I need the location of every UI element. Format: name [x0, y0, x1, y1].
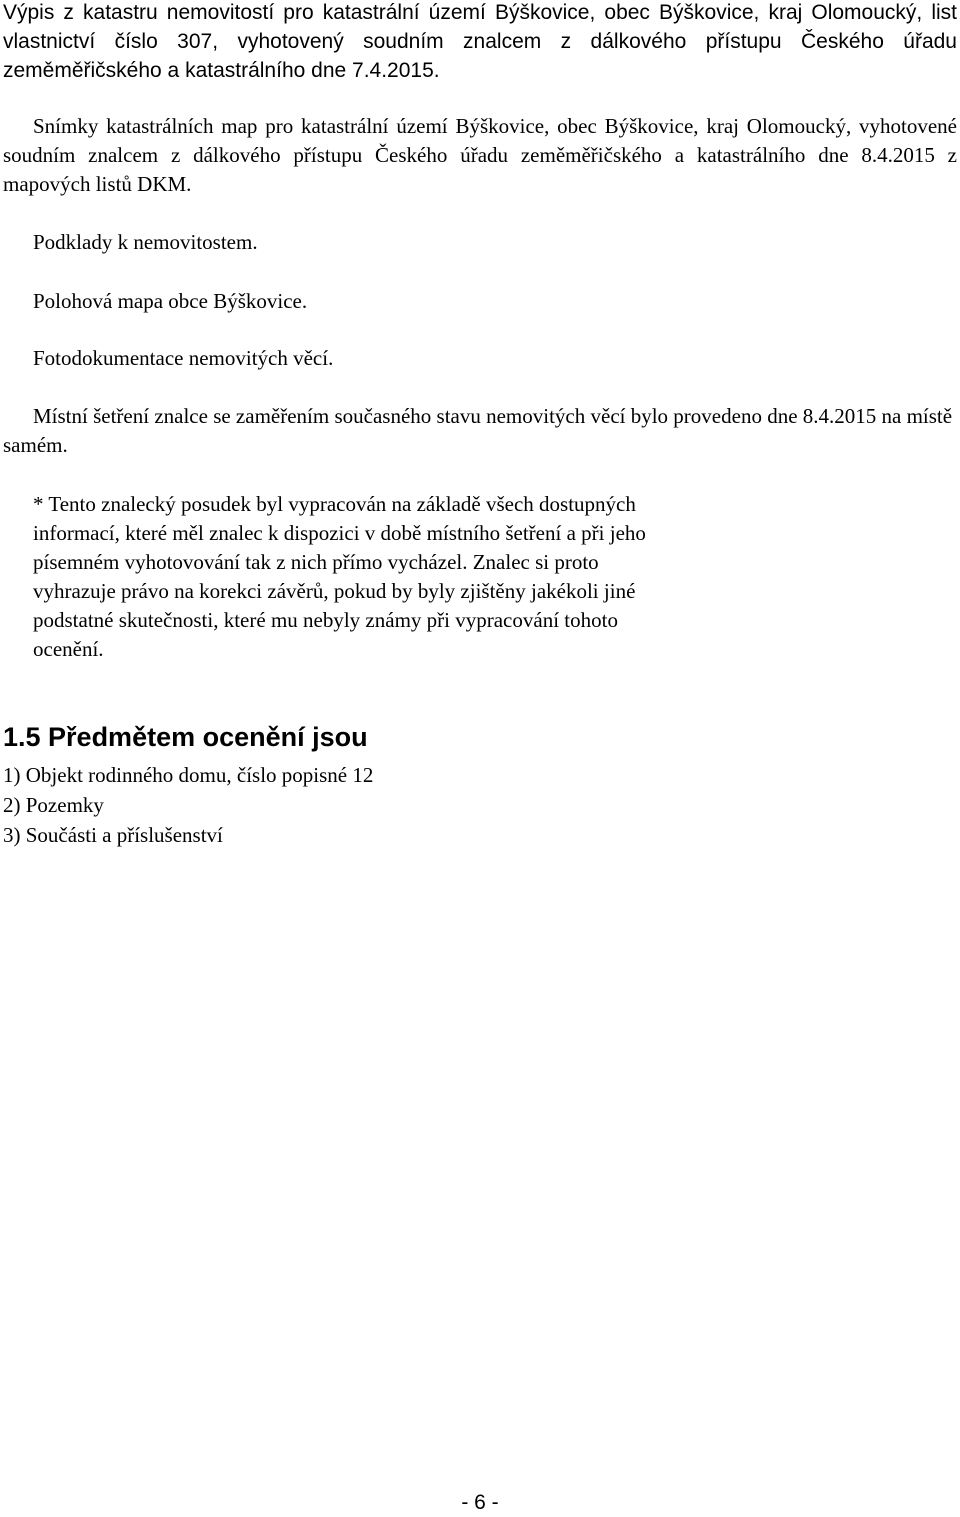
paragraph-cadastral-maps: Snímky katastrálních map pro katastrální území Býškovice, obec Býškovice, kraj Olomoucký, vyhotovené soudním znalcem z dálkového přístupu Českého úřadu zeměměřičského a katastrálního dne 8.4.2015 z mapových listů DKM. — [3, 114, 957, 196]
list-item: 3) Součásti a příslušenství — [3, 823, 223, 847]
paragraph-property-documents: Podklady k nemovitostem. — [33, 230, 258, 254]
section-heading: 1.5 Předmětem ocenění jsou — [3, 722, 368, 752]
list-item: 1) Objekt rodinného domu, číslo popisné 12 — [3, 763, 374, 787]
valuation-subject-list — [3, 760, 373, 850]
page-number: - 6 - — [461, 1491, 499, 1514]
disclaimer-note: * Tento znalecký posudek byl vypracován na základě všech dostupných informací, které měl znalec k dispozici v době místního šetření a při jeho písemném vyhotovování tak z nich přímo vycházel. Znalec si proto vyhrazuje právo na korekci závěrů, pokud by byly zjištěny jakékoli jiné podstatné skutečnosti, které mu nebyly známy při vypracování tohoto ocenění. — [33, 492, 646, 661]
paragraph-site-inspection: Místní šetření znalce se zaměřením současného stavu nemovitých věcí bylo provedeno dne 8.4.2015 na místě samém. — [3, 404, 953, 457]
paragraph-photo-documentation: Fotodokumentace nemovitých věcí. — [33, 346, 334, 370]
paragraph-cadastre-extract: Výpis z katastru nemovitostí pro katastrální území Býškovice, obec Býškovice, kraj Olomoucký, list vlastnictví číslo 307, vyhotovený soudním znalcem z dálkového přístupu Českého úřadu zeměměřičského a katastrálního dne 7.4.2015. — [3, 1, 957, 82]
list-item: 2) Pozemky — [3, 793, 104, 817]
paragraph-location-map: Polohová mapa obce Býškovice. — [33, 289, 308, 313]
